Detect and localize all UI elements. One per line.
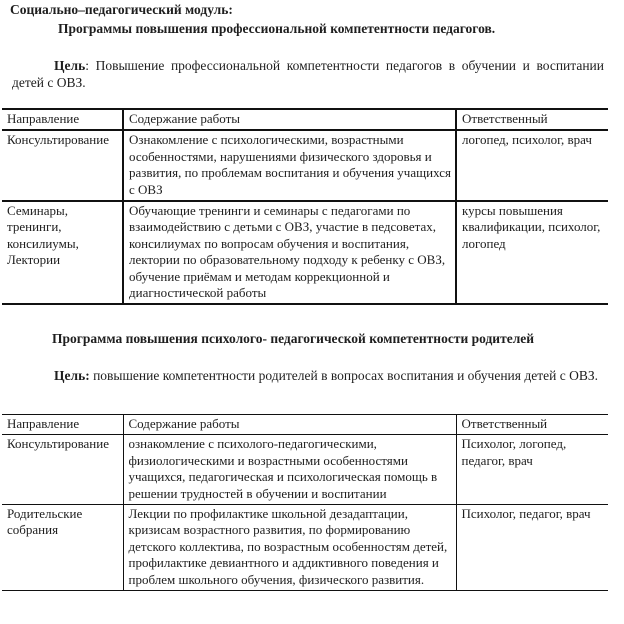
parent-program-title: Программа повышения психолого- педагогической компетентности родителей [52, 331, 535, 346]
cell-content: Ознакомление с психологическими, возрастными особенностями, нарушениями физического здоровья и развития, по проблемам воспитания и обучения учащихся с ОВЗ [123, 130, 456, 201]
teacher-program-goal [12, 57, 604, 91]
header-responsible: Ответственный [456, 415, 608, 435]
goal-label: Цель: [54, 368, 90, 383]
table-row [2, 505, 608, 591]
goal-text: повышение компетентности родителей в вопросах воспитания и обучения детей с ОВЗ. [89, 368, 598, 383]
cell-content: Лекции по профилактике школьной дезадаптации, кризисам возрастного развития, по формированию детского коллектива, по возрастным особенностям детей, профилактике девиантного и аддиктивного поведения и проблем школьного обучения, физического развития. [123, 505, 456, 591]
goal-label: Цель [54, 58, 86, 73]
table-row [2, 435, 608, 505]
header-direction: Направление [2, 415, 123, 435]
teacher-program-table [2, 108, 608, 305]
teacher-program-title: Программы повышения профессиональной компетентности педагогов. [58, 21, 496, 36]
cell-content: ознакомление с психолого-педагогическими, физиологическими и возрастными особенностями учащихся, педагогическая и психологическая помощь в решении трудностей в обучении и воспитании [123, 435, 456, 505]
cell-direction: Консультирование [2, 130, 123, 201]
cell-responsible: Психолог, логопед, педагог, врач [456, 435, 608, 505]
parent-program-table [2, 414, 608, 591]
cell-responsible: Психолог, педагог, врач [456, 505, 608, 591]
cell-direction: Консультирование [2, 435, 123, 505]
cell-responsible: логопед, психолог, врач [456, 130, 608, 201]
table-row [2, 130, 608, 201]
goal-text: : Повышение профессиональной компетентности педагогов в обучении и воспитании детей с ОВЗ. [12, 58, 604, 90]
cell-content: Обучающие тренинги и семинары с педагогами по взаимодействию с детьми с ОВЗ, участие в педсоветах, консилиумах по вопросам обучения и воспитания, лектории по образовательному подходу к ребенку с ОВЗ, обучение приёмам и методам коррекционной и диагностической работы [123, 201, 456, 304]
header-content: Содержание работы [123, 415, 456, 435]
header-direction: Направление [2, 109, 123, 130]
table-header-row [2, 109, 608, 130]
header-responsible: Ответственный [456, 109, 608, 130]
parent-program-goal [12, 367, 604, 384]
table-row [2, 201, 608, 304]
table-header-row [2, 415, 608, 435]
cell-direction: Родительские собрания [7, 506, 83, 538]
header-content: Содержание работы [123, 109, 456, 130]
cell-responsible: курсы повышения квалификации, психолог, логопед [456, 201, 608, 304]
cell-direction: Семинары, тренинги, консилиумы, Лектории [7, 203, 79, 268]
module-title: Социально–педагогический модуль: [10, 2, 233, 17]
